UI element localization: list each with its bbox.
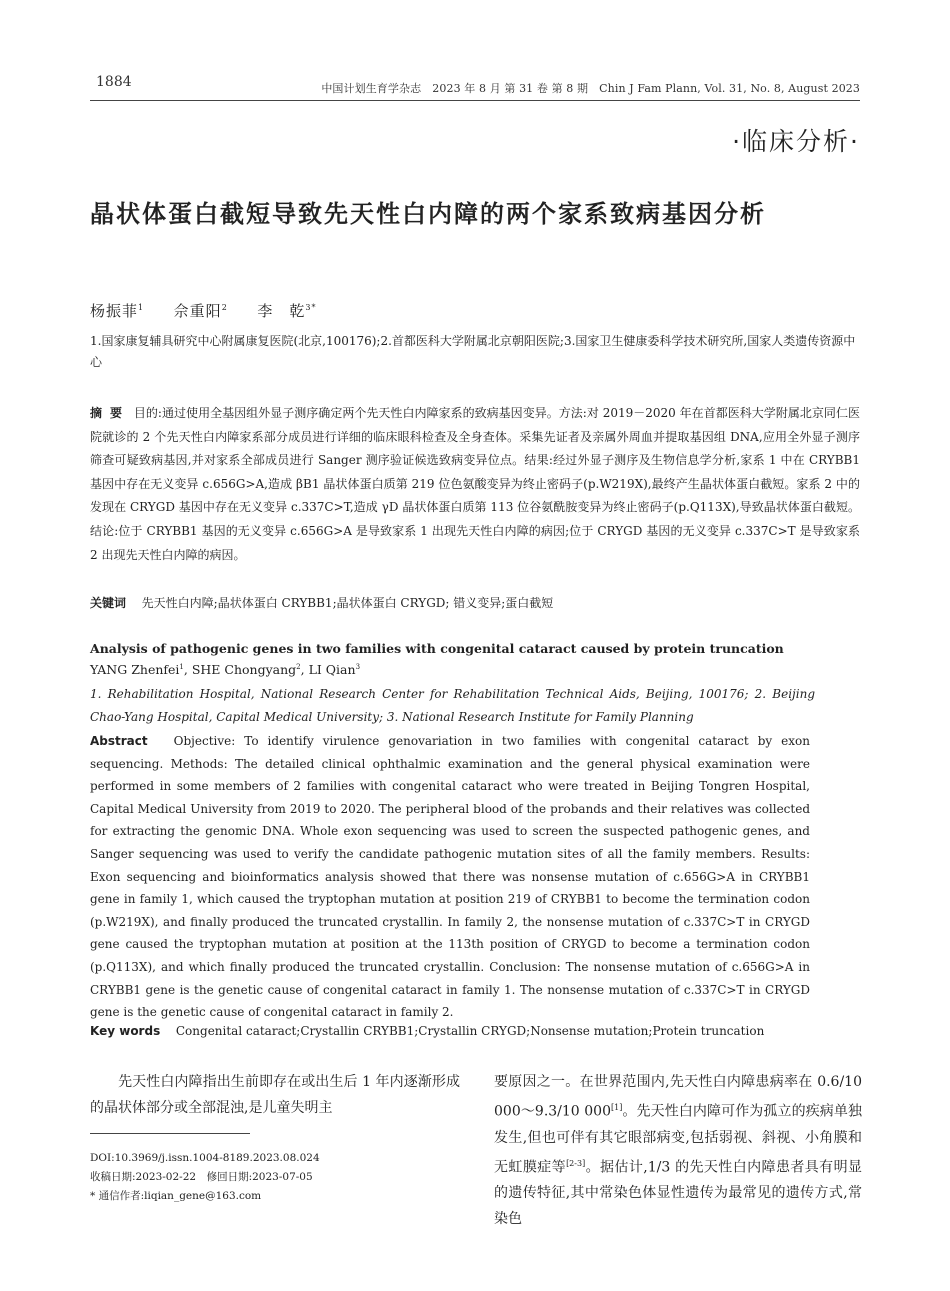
author-sup: 3* bbox=[305, 303, 317, 312]
page-number: 1884 bbox=[96, 74, 132, 90]
author-name: 佘重阳 bbox=[173, 302, 222, 320]
abstract-cn-label: 摘要 bbox=[90, 406, 131, 420]
received-dates: 收稿日期:2023-02-22 修回日期:2023-07-05 bbox=[90, 1171, 313, 1183]
author-name: SHE Chongyang bbox=[191, 662, 297, 677]
corresponding-author: * 通信作者:liqian_gene@163.com bbox=[90, 1190, 262, 1202]
citation-ref[interactable]: [2-3] bbox=[566, 1158, 586, 1168]
abstract-en bbox=[90, 730, 810, 1024]
author-sup: 1 bbox=[138, 303, 145, 312]
author-sup: 2 bbox=[296, 662, 301, 671]
running-head: 中国计划生育学杂志 2023 年 8 月 第 31 卷 第 8 期 Chin J Fam Plann, Vol. 31, No. 8, August 2023 bbox=[321, 82, 860, 95]
article-title-cn: 晶状体蛋白截短导致先天性白内障的两个家系致病基因分析 bbox=[90, 200, 766, 228]
author-name: YANG Zhenfei bbox=[90, 662, 180, 677]
body-text: 。据估计,1/3 的先天性白内障患者具有明显的遗传特征,其中常染色体显性遗传为最常见的遗传方式,常染色 bbox=[494, 1159, 863, 1228]
keywords-cn-label: 关键词 bbox=[90, 596, 127, 610]
citation-ref[interactable]: [1] bbox=[610, 1103, 623, 1112]
keywords-en bbox=[90, 1024, 815, 1038]
abstract-cn bbox=[90, 402, 860, 567]
footnote-rule bbox=[90, 1133, 250, 1134]
keywords-en-label: Key words bbox=[90, 1024, 161, 1038]
header-rule bbox=[90, 100, 860, 101]
keywords-en-text: Congenital cataract;Crystallin CRYBB1;Crystallin CRYGD;Nonsense mutation;Protein truncation bbox=[175, 1024, 765, 1038]
author-name: 李 乾 bbox=[257, 302, 306, 320]
abstract-en-label: Abstract bbox=[90, 734, 148, 748]
authors-cn bbox=[90, 300, 316, 321]
author-name: LI Qian bbox=[308, 662, 356, 677]
affiliations-cn: 1.国家康复辅具研究中心附属康复医院(北京,100176);2.首都医科大学附属北京朝阳医院;3.国家卫生健康委科学技术研究所,国家人类遗传资源中心 bbox=[90, 334, 856, 369]
body-left-column bbox=[90, 1069, 460, 1121]
author-sup: 2 bbox=[221, 303, 228, 312]
body-text: 要原因之一。在世界范围内,先天性白内障患病率在 0.6/10 000～9.3/10 000 bbox=[494, 1074, 862, 1120]
section-label: ·临床分析· bbox=[732, 127, 860, 156]
author-name: 杨振菲 bbox=[90, 302, 139, 320]
body-text: 。先天性白内障可作为孤立的疾病单独发生,但也可伴有其它眼部病变,包括弱视、斜视、小角膜和无虹膜症等 bbox=[494, 1103, 862, 1176]
author-sup: 3 bbox=[355, 662, 361, 671]
keywords-cn bbox=[90, 594, 860, 611]
authors-en: YANG Zhenfei$^1$, SHE Chongyang$^2$, LI Qian$^3$ bbox=[90, 662, 361, 677]
doi: DOI:10.3969/j.issn.1004-8189.2023.08.024 bbox=[90, 1152, 320, 1164]
abstract-en-text: Objective: To identify virulence genovariation in two families with congenital cataract by exon sequencing. Methods: The detailed clinical ophthalmic examination and the general physical examination were performed in some members of 2 families with congenital cataract who were treated in Beijing Tongren Hospital, Capital Medical University from 2019 to 2020. The peripheral blood of the probands and their relatives was collected for extracting the genomic DNA. Whole exon sequencing was used to screen the suspected pathogenic genes, and Sanger sequencing was used to verify the candidate pathogenic mutation sites of all the family members. Results: Exon sequencing and bioinformatics analysis showed that there was nonsense mutation of c.656G>A in CRYBB1 gene in family 1, which caused the tryptophan mutation at position 219 of CRYBB1 to become the termination codon (p.W219X), and finally produced the truncated crystallin. In family 2, the nonsense mutation of c.337C>T in CRYGD gene caused the tryptophan mutation at position at the 113th position of CRYGD to become a termination codon (p.Q113X), and which finally produced the truncated crystallin. Conclusion: The nonsense mutation of c.656G>A in CRYBB1 gene is the genetic cause of congenital cataract in family 1. The nonsense mutation of c.337C>T in CRYGD gene is the genetic cause of congenital cataract in family 2. bbox=[90, 734, 810, 1020]
keywords-cn-text: 先天性白内障;晶状体蛋白 CRYBB1;晶状体蛋白 CRYGD; 错义变异;蛋白截短 bbox=[141, 596, 554, 610]
article-title-en: Analysis of pathogenic genes in two families with congenital cataract caused by protein truncation bbox=[90, 641, 784, 656]
affiliations-en: 1. Rehabilitation Hospital, National Research Center for Rehabilitation Technical Aids, Beijing, 100176; 2. Beijing Chao-Yang Hospital, Capital Medical University; 3. National Research Institute for Family Planning bbox=[90, 687, 815, 724]
body-paragraph: 先天性白内障指出生前即存在或出生后 1 年内逐渐形成的晶状体部分或全部混浊,是儿童失明主 bbox=[90, 1074, 460, 1116]
body-right-column bbox=[494, 1069, 862, 1232]
abstract-cn-text: 目的:通过使用全基因组外显子测序确定两个先天性白内障家系的致病基因变异。方法:对 2019－2020 年在首都医科大学附属北京同仁医院就诊的 2 个先天性白内障家系部分成员进行详细的临床眼科检查及全身查体。采集先证者及亲属外周血并提取基因组 DNA,应用全外显子测序筛查可疑致病基因,并对家系全部成员进行 Sanger 测序验证候选致病变异位点。结果:经过外显子测序及生物信息学分析,家系 1 中在 CRYBB1 基因中存在无义变异 c.656G>A,造成 βB1 晶状体蛋白质第 219 位色氨酸变异为终止密码子(p.W219X),最终产生晶状体蛋白截短。家系 2 中的发现在 CRYGD 基因中存在无义变异 c.337C>T,造成 γD 晶状体蛋白质第 113 位谷氨酰胺变异为终止密码子(p.Q113X),导致晶状体蛋白截短。结论:位于 CRYBB1 基因的无义变异 c.656G>A 是导致家系 1 出现先天性白内障的病因;位于 CRYGD 基因的无义变异 c.337C>T 是导致家系 2 出现先天性白内障的病因。 bbox=[90, 406, 860, 562]
footnotes bbox=[90, 1149, 320, 1206]
author-sup: 1 bbox=[179, 662, 184, 671]
